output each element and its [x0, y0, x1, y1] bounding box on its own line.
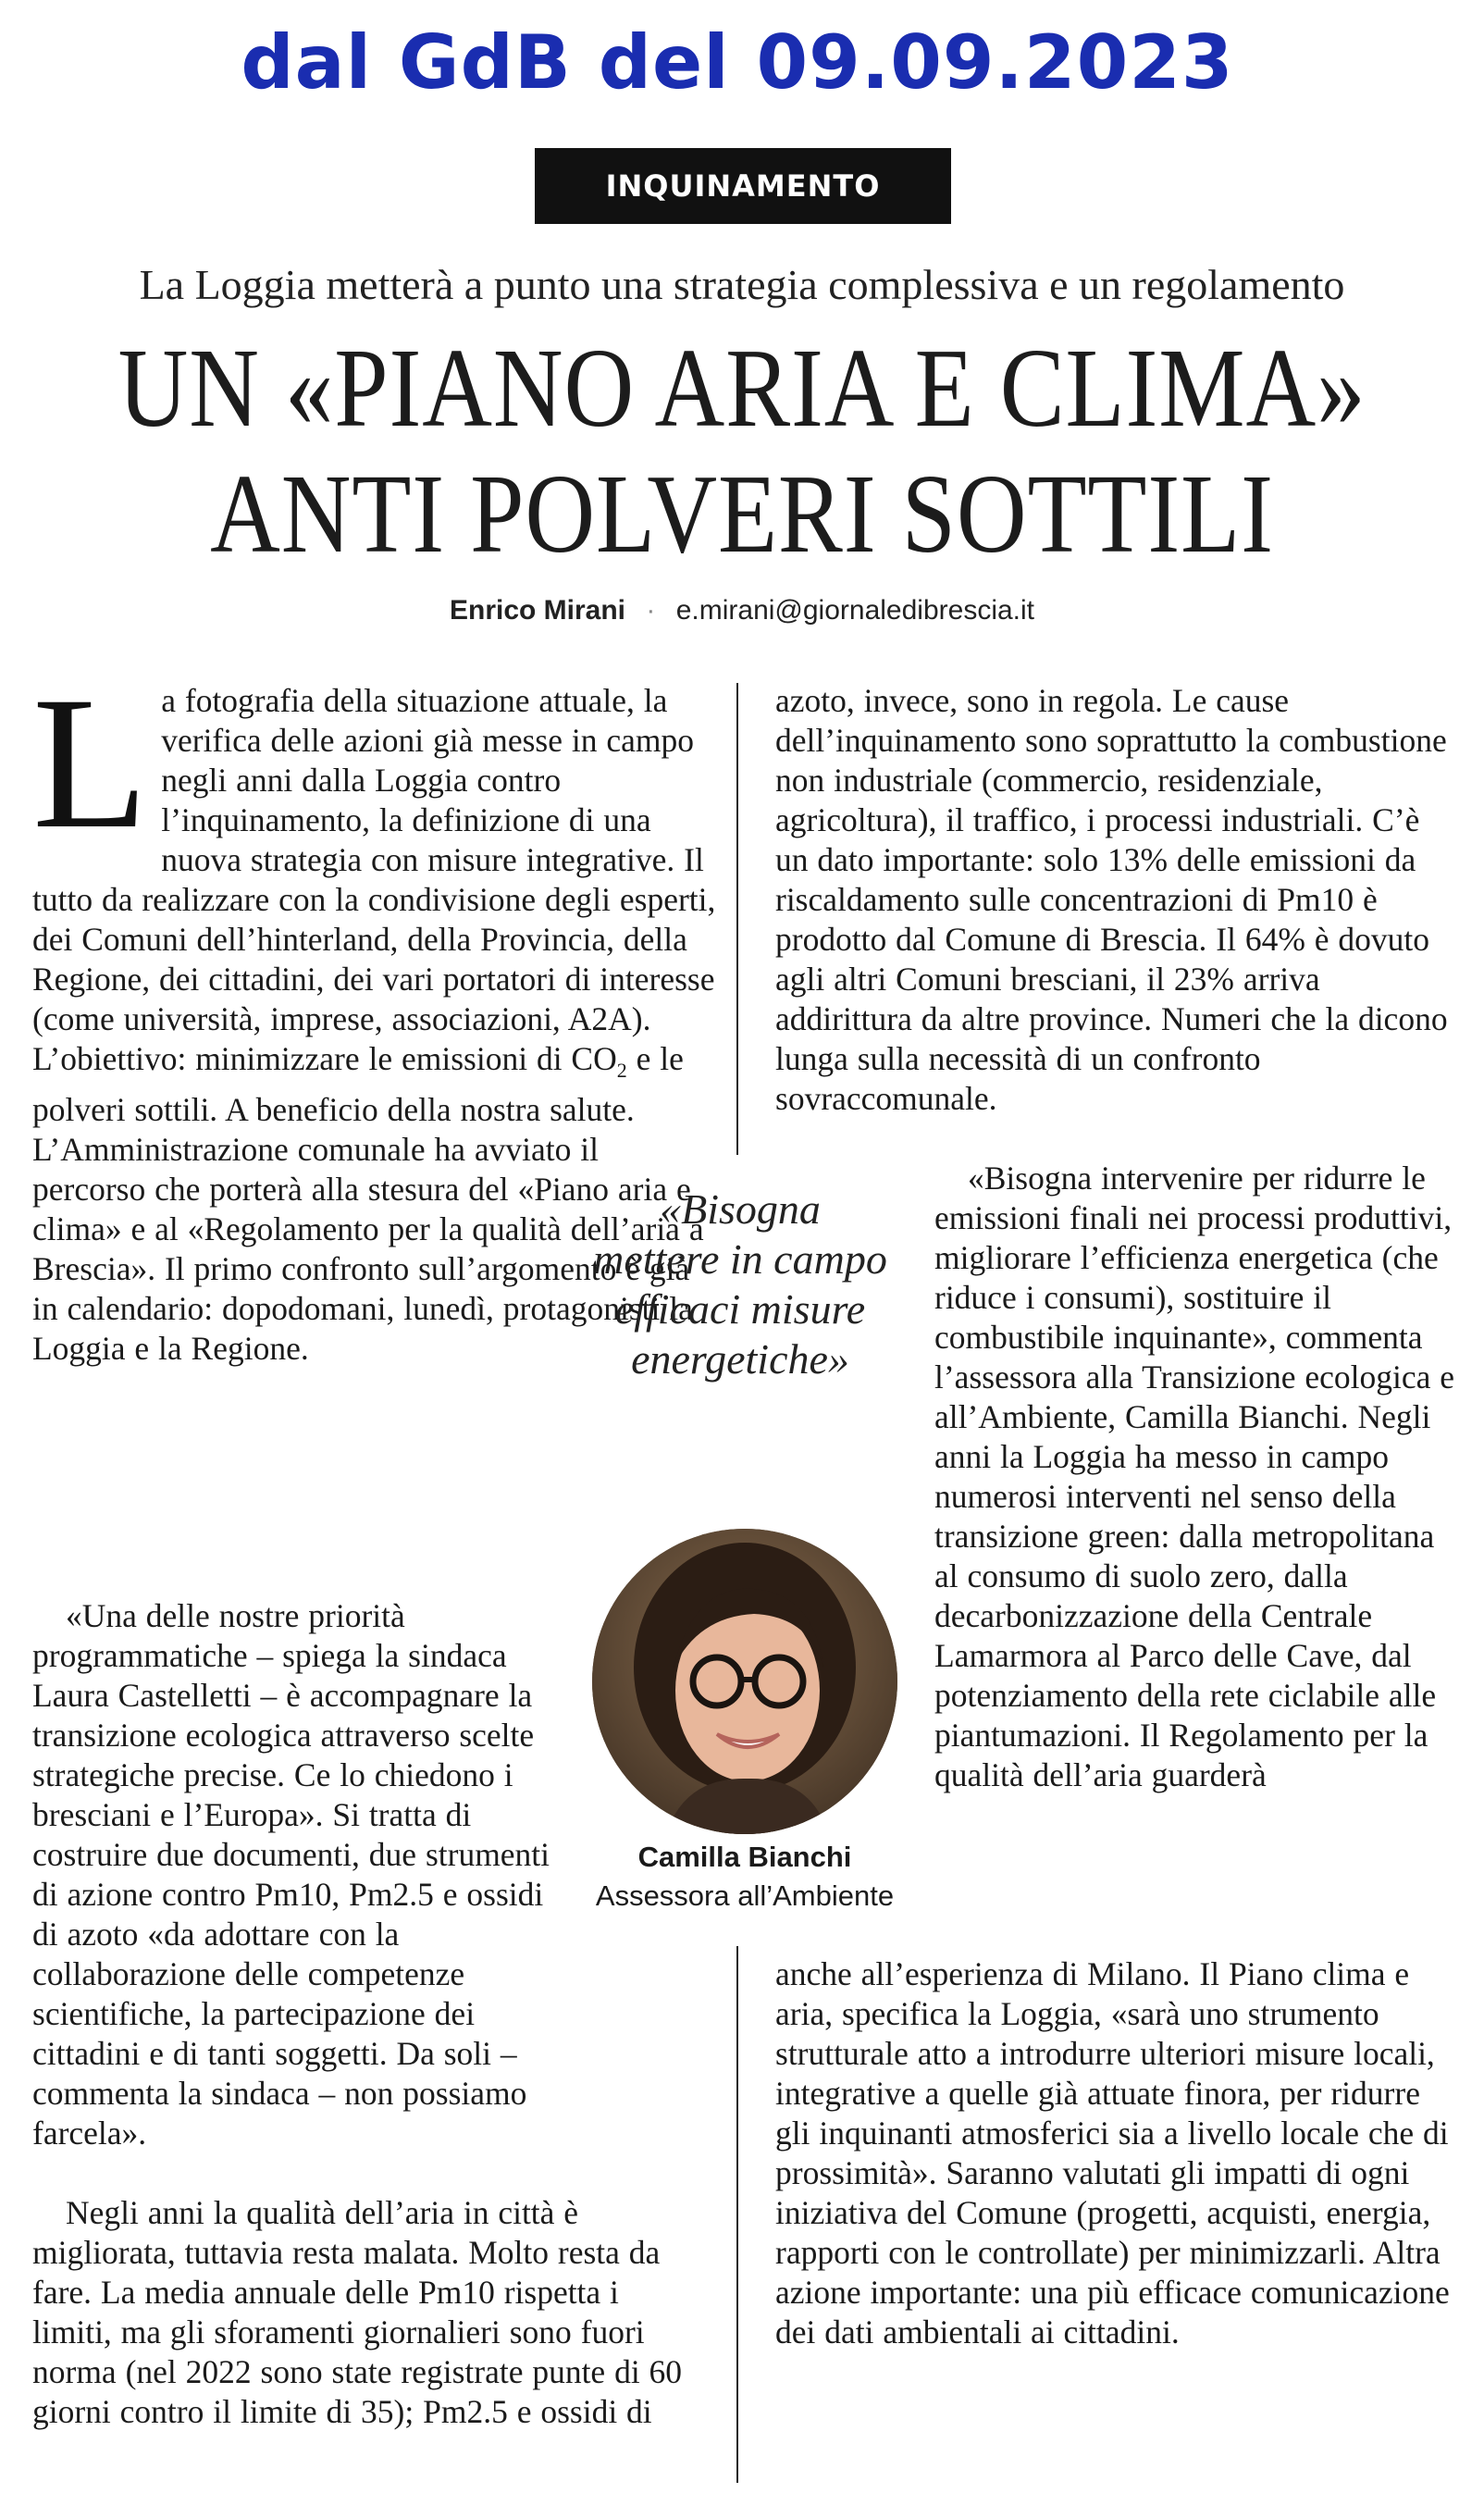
headline-line-2: ANTI POLVERI SOTTILI	[210, 452, 1274, 577]
photo-caption-role: Assessora all’Ambiente	[595, 1879, 895, 1912]
section-rubric: INQUINAMENTO	[535, 148, 951, 224]
article-column-left-bottom	[32, 2193, 699, 2432]
paragraph-3-continued: azoto, invece, sono in regola. Le cause dell’inquinamento sono soprattutto la combustione non industriale (commercio, residenziale, agricoltura), il traffico, i processi industriali. C’è un dato importante: solo 13% delle emissioni da riscaldamento sulle concentrazioni di Pm10 è prodotto dal Comune di Brescia. Il 64% è dovuto agli altri Comuni bresciani, il 23% arriva addirittura da altre province. Numeri che la dicono lunga sulla necessità di un confronto sovraccomunale.	[775, 682, 1448, 1117]
author-name: Enrico Mirani	[449, 595, 626, 626]
pull-quote: «Bisogna mettere in campo efficaci misure energetiche»	[593, 1185, 887, 1383]
headline-line-1: UN «PIANO ARIA E CLIMA»	[117, 326, 1367, 451]
source-label: dal GdB del 09.09.2023	[241, 19, 1234, 105]
byline-separator: ·	[646, 595, 656, 626]
headline	[104, 326, 1379, 577]
portrait-illustration	[592, 1529, 897, 1834]
paragraph-3: Negli anni la qualità dell’aria in città è migliorata, tuttavia resta malata. Molto resta da fare. La media annuale delle Pm10 rispetta i limiti, ma gli sforamenti giornalieri sono fuori norma (nel 2022 sono state registrate punte di 60 giorni contro il limite di 35); Pm2.5 e ossidi di	[32, 2194, 683, 2430]
column-divider-top	[736, 683, 738, 1155]
drop-cap: L	[32, 658, 149, 868]
paragraph-4: «Bisogna intervenire per ridurre le emissioni finali nei processi produttivi, migliorare l’efficienza energetica (che riduce i consumi), sostituire il combustibile inquinante», commenta l’assessora alla Transizione ecologica e all’Ambiente, Camilla Bianchi. Negli anni la Loggia ha messo in campo numerosi interventi nel senso della transizione green: dalla metropolitana al consumo di suolo zero, dalla decarbonizzazione della Centrale Lamarmora al Parco delle Cave, dal potenziamento della rete ciclabile alle piantumazioni. Il Regolamento per la qualità dell’aria guarderà	[934, 1160, 1454, 1793]
column-divider-bottom	[736, 1946, 738, 2483]
article-column-left-mid	[32, 1596, 569, 2153]
photo-caption-name: Camilla Bianchi	[637, 1841, 852, 1873]
article-column-right-mid	[934, 1159, 1457, 1795]
paragraph-2: «Una delle nostre priorità programmatiche – spiega la sindaca Laura Castelletti – è accompagnare la transizione ecologica attraverso scelte strategiche precise. Ce lo chiedono i bresciani e l’Europa». Si tratta di costruire due documenti, due strumenti di azione contro Pm10, Pm2.5 e ossidi di azoto «da adottare con la collaborazione delle competenze scientifiche, la partecipazione dei cittadini e di tanti soggetti. Da soli – commenta la sindaca – non possiamo farcela».	[32, 1597, 550, 2152]
article-column-right-bottom	[775, 1954, 1451, 2352]
byline	[0, 592, 1484, 629]
paragraph-1: La fotografia della situazione attuale, la verifica delle azioni già messe in campo negli anni dalla Loggia contro l’inquinamento, la definizione di una nuova strategia con misure integrative. Il tutto da realizzare con la condivisione degli esperti, dei Comuni dell’hinterland, della Provincia, della Regione, dei cittadini, dei vari portatori di interesse (come università, imprese, associazioni, A2A). L’obiettivo: minimizzare le emissioni di $CO_2$ e le polveri sottili. A beneficio della nostra salute. L’Amministrazione comunale ha avviato il percorso che porterà alla stesura del «Piano aria e clima» e al «Regolamento per la qualità dell’aria a Brescia». Il primo confronto sull’argomento è già in calendario: dopodomani, lunedì, protagonisti la Loggia e la Regione.	[32, 658, 716, 1368]
portrait-photo	[592, 1529, 897, 1834]
paragraph-4-continued: anche all’esperienza di Milano. Il Piano clima e aria, specifica la Loggia, «sarà uno strumento strutturale atto a introdurre ulteriori misure locali, integrative a quelle già attuate finora, per ridurre gli inquinanti atmosferici sia a livello locale che di prossimità». Saranno valutati gli impatti di ogni iniziativa del Comune (progetti, acquisti, energia, rapporti con le controllate) per minimizzarli. Altra azione importante: una più efficace comunicazione dei dati ambientali ai cittadini.	[775, 1955, 1450, 2350]
article-column-right-top	[775, 681, 1451, 1119]
author-email: e.mirani@giornaledibrescia.it	[675, 595, 1035, 626]
kicker: La Loggia metterà a punto una strategia complessiva e un regolamento	[139, 261, 1345, 308]
